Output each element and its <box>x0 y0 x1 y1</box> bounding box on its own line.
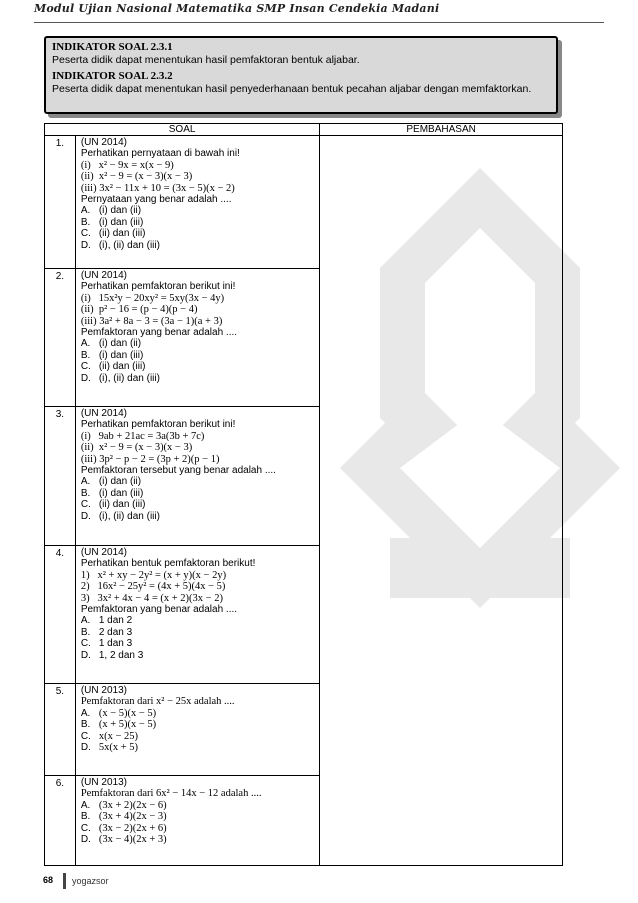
header-rule <box>34 22 604 23</box>
answer-option <box>81 511 315 522</box>
column-header-pembahasan: PEMBAHASAN <box>320 124 563 136</box>
option-text: (ii) dan (iii) <box>98 228 146 240</box>
indicator-desc-2: Peserta didik dapat menentukan hasil penyederhanaan bentuk pecahan aljabar dengan memfaktorkan. <box>52 83 532 95</box>
footer-author: yogazsor <box>72 876 109 886</box>
option-letter: C. <box>80 638 91 650</box>
statement-item: (iii) 3p² − p − 2 = (3p + 2)(p − 1) <box>80 453 220 465</box>
question-number: 4. <box>45 546 76 684</box>
answer-option <box>81 731 315 742</box>
option-text: (3x + 4)(2x − 3) <box>98 811 167 823</box>
option-letter: C. <box>80 361 91 373</box>
question-prompt: Pemfaktoran yang benar adalah .... <box>80 604 238 616</box>
footer-divider <box>63 873 66 889</box>
option-letter: D. <box>80 834 91 846</box>
answer-option <box>81 338 315 349</box>
option-letter: A. <box>80 338 91 350</box>
statement-item: (i) x² − 9x = x(x − 9) <box>80 159 174 171</box>
question-number: 2. <box>45 269 76 407</box>
question-cell <box>75 546 319 684</box>
option-text: 1 dan 3 <box>98 638 133 650</box>
option-letter: A. <box>80 476 91 488</box>
option-text: (i) dan (ii) <box>98 476 142 488</box>
statement-item: 2) 16x² − 25y² = (4x + 5)(4x − 5) <box>80 581 226 593</box>
answer-option <box>81 240 315 251</box>
answer-option <box>81 742 315 753</box>
option-letter: D. <box>80 239 91 251</box>
option-letter: B. <box>80 811 91 823</box>
statement-item: 1) x² + xy − 2y² = (x + y)(x − 2y) <box>80 569 227 581</box>
question-number: 3. <box>45 407 76 546</box>
statement-item: (ii) x² − 9 = (x − 3)(x − 3) <box>80 171 193 183</box>
option-text: 2 dan 3 <box>98 626 133 638</box>
option-text: (i) dan (ii) <box>98 205 142 217</box>
option-letter: A. <box>80 799 91 811</box>
question-cell <box>75 684 319 776</box>
indicator-heading-2: INDIKATOR SOAL 2.3.2 <box>52 70 173 82</box>
question-cell <box>75 269 319 407</box>
option-text: (ii) dan (iii) <box>98 499 146 511</box>
question-source: (UN 2014) <box>80 270 127 281</box>
indicator-heading-1: INDIKATOR SOAL 2.3.1 <box>52 41 173 53</box>
question-source: (UN 2014) <box>80 408 127 419</box>
question-prompt: Pemfaktoran yang benar adalah .... <box>80 327 238 339</box>
question-prompt: Pemfaktoran dari 6x² − 14x − 12 adalah .... <box>80 788 262 800</box>
answer-option <box>81 488 315 499</box>
pembahasan-cell <box>320 136 563 866</box>
option-text: 1 dan 2 <box>98 615 133 627</box>
question-intro: Perhatikan pernyataan di bawah ini! <box>80 148 240 160</box>
option-letter: D. <box>80 742 91 754</box>
option-text: 5x(x + 5) <box>98 742 138 754</box>
answer-option <box>81 476 315 487</box>
page-number: 68 <box>42 875 53 885</box>
option-letter: A. <box>80 205 91 217</box>
option-letter: C. <box>80 822 91 834</box>
statement-item: (iii) 3a² + 8a − 3 = (3a − 1)(a + 3) <box>80 315 223 327</box>
option-letter: B. <box>80 487 91 499</box>
question-intro: Perhatikan pemfaktoran berikut ini! <box>80 281 236 293</box>
answer-option <box>81 800 315 811</box>
option-text: (i) dan (ii) <box>98 338 142 350</box>
question-cell <box>75 407 319 546</box>
option-letter: B. <box>80 719 91 731</box>
column-header-soal: SOAL <box>45 124 320 136</box>
option-letter: D. <box>80 649 91 661</box>
statement-item: (ii) p² − 16 = (p − 4)(p − 4) <box>80 304 198 316</box>
option-text: (i), (ii) dan (iii) <box>98 510 160 522</box>
answer-option <box>81 615 315 626</box>
option-text: (i) dan (iii) <box>98 349 144 361</box>
answer-option <box>81 719 315 730</box>
answer-option <box>81 638 315 649</box>
questions-table <box>44 123 563 866</box>
option-letter: B. <box>80 626 91 638</box>
question-prompt: Pemfaktoran dari x² − 25x adalah .... <box>80 696 235 708</box>
answer-option <box>81 627 315 638</box>
question-cell <box>75 136 319 269</box>
question-number: 5. <box>45 684 76 776</box>
option-letter: A. <box>80 615 91 627</box>
question-source: (UN 2014) <box>80 137 127 148</box>
answer-option <box>81 834 315 845</box>
question-number: 1. <box>45 136 76 269</box>
option-text: (3x − 4)(2x + 3) <box>98 834 167 846</box>
running-header: Modul Ujian Nasional Matematika SMP Insan Cendekia Madani <box>34 2 440 15</box>
question-intro: Perhatikan bentuk pemfaktoran berikut! <box>80 558 256 570</box>
option-text: (x + 5)(x − 5) <box>98 719 157 731</box>
option-text: (ii) dan (iii) <box>98 361 146 373</box>
statement-item: (ii) x² − 9 = (x − 3)(x − 3) <box>80 442 193 454</box>
option-text: (i), (ii) dan (iii) <box>98 239 160 251</box>
question-number: 6. <box>45 776 76 866</box>
option-letter: B. <box>80 216 91 228</box>
option-letter: B. <box>80 349 91 361</box>
option-letter: D. <box>80 510 91 522</box>
option-text: (i) dan (iii) <box>98 216 144 228</box>
answer-option <box>81 373 315 384</box>
indicator-desc-1: Peserta didik dapat menentukan hasil pemfaktoran bentuk aljabar. <box>52 54 360 66</box>
option-text: x(x − 25) <box>98 730 138 742</box>
statement-item: (iii) 3x² − 11x + 10 = (3x − 5)(x − 2) <box>80 182 235 194</box>
statement-item: 3) 3x² + 4x − 4 = (x + 2)(3x − 2) <box>80 592 223 604</box>
option-text: (3x + 2)(2x − 6) <box>98 799 167 811</box>
answer-option <box>81 228 315 239</box>
option-letter: C. <box>80 228 91 240</box>
answer-option <box>81 811 315 822</box>
answer-option <box>81 350 315 361</box>
option-letter: A. <box>80 707 91 719</box>
question-row <box>45 136 563 269</box>
option-text: (x − 5)(x − 5) <box>98 707 157 719</box>
statement-item: (i) 9ab + 21ac = 3a(3b + 7c) <box>80 430 205 442</box>
answer-option <box>81 217 315 228</box>
option-text: (3x − 2)(2x + 6) <box>98 822 167 834</box>
option-letter: C. <box>80 730 91 742</box>
question-prompt: Pernyataan yang benar adalah .... <box>80 194 232 206</box>
statement-item: (i) 15x²y − 20xy² = 5xy(3x − 4y) <box>80 292 225 304</box>
option-text: (i) dan (iii) <box>98 487 144 499</box>
option-letter: C. <box>80 499 91 511</box>
question-source: (UN 2013) <box>80 777 127 788</box>
answer-option <box>81 205 315 216</box>
answer-option <box>81 650 315 661</box>
indicator-box <box>44 36 558 114</box>
answer-option <box>81 499 315 510</box>
question-source: (UN 2014) <box>80 547 127 558</box>
option-letter: D. <box>80 372 91 384</box>
question-cell <box>75 776 319 866</box>
question-intro: Perhatikan pemfaktoran berikut ini! <box>80 419 236 431</box>
answer-option <box>81 708 315 719</box>
option-text: (i), (ii) dan (iii) <box>98 372 160 384</box>
option-text: 1, 2 dan 3 <box>98 649 144 661</box>
question-prompt: Pemfaktoran tersebut yang benar adalah .... <box>80 465 276 477</box>
question-source: (UN 2013) <box>80 685 127 696</box>
answer-option <box>81 823 315 834</box>
answer-option <box>81 361 315 372</box>
